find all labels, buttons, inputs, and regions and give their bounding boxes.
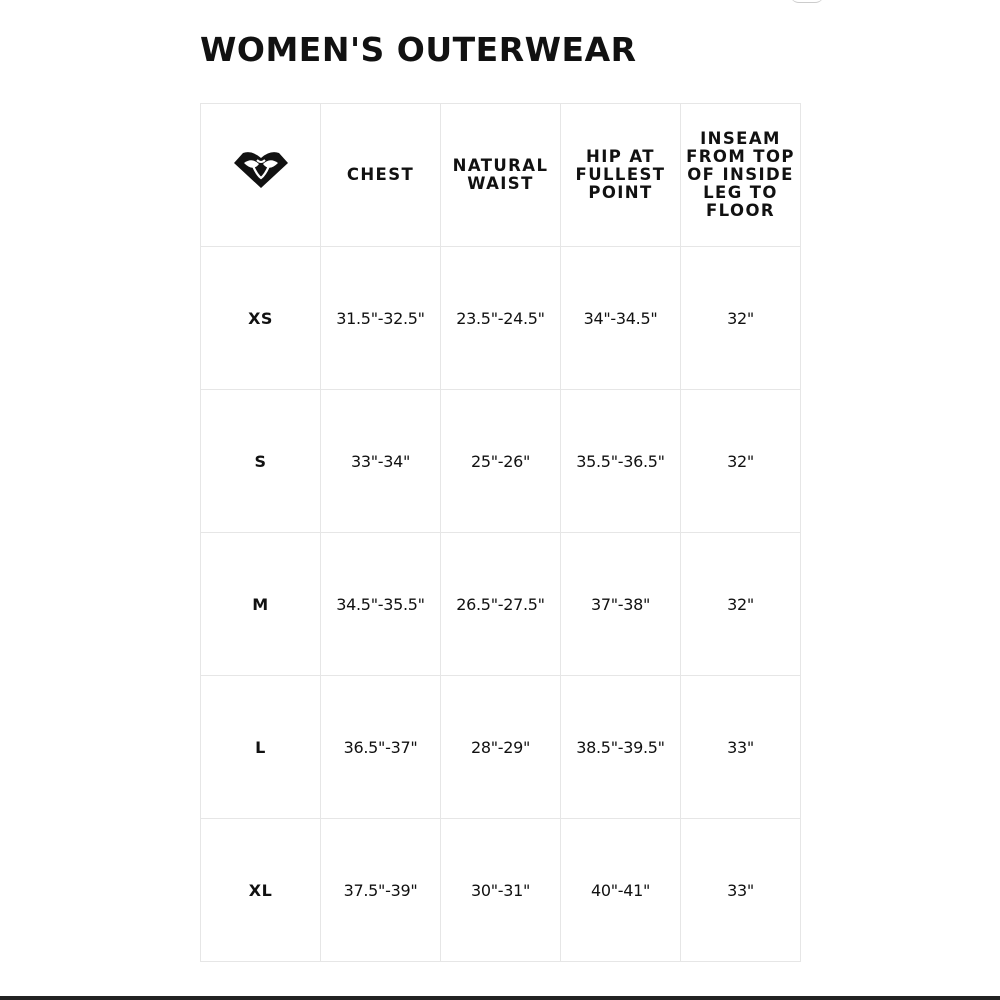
- size-label: L: [201, 676, 321, 819]
- table-row: [201, 533, 801, 676]
- inseam-value: 32": [681, 247, 801, 390]
- chest-value: 36.5"-37": [321, 676, 441, 819]
- hip-value: 40"-41": [561, 819, 681, 962]
- header-chest: CHEST: [321, 104, 441, 247]
- inseam-value: 33": [681, 676, 801, 819]
- roxy-heart-logo-icon: [231, 149, 291, 193]
- size-label: XS: [201, 247, 321, 390]
- table-row: [201, 247, 801, 390]
- header-natural-waist: NATURAL WAIST: [441, 104, 561, 247]
- hip-value: 35.5"-36.5": [561, 390, 681, 533]
- size-label: XL: [201, 819, 321, 962]
- table-row: [201, 676, 801, 819]
- waist-value: 28"-29": [441, 676, 561, 819]
- chest-value: 34.5"-35.5": [321, 533, 441, 676]
- chest-value: 37.5"-39": [321, 819, 441, 962]
- logo-header-cell: [201, 104, 321, 247]
- inseam-value: 32": [681, 390, 801, 533]
- top-edge-mark: [790, 0, 824, 3]
- size-label: M: [201, 533, 321, 676]
- hip-value: 37"-38": [561, 533, 681, 676]
- header-row: [201, 104, 801, 247]
- page-title: WOMEN'S OUTERWEAR: [200, 30, 637, 69]
- table-header: [201, 104, 801, 247]
- waist-value: 30"-31": [441, 819, 561, 962]
- waist-value: 26.5"-27.5": [441, 533, 561, 676]
- chest-value: 31.5"-32.5": [321, 247, 441, 390]
- chest-value: 33"-34": [321, 390, 441, 533]
- size-chart-table: [200, 103, 801, 962]
- hip-value: 38.5"-39.5": [561, 676, 681, 819]
- table-body: [201, 247, 801, 962]
- table-row: [201, 390, 801, 533]
- header-hip: HIP AT FULLEST POINT: [561, 104, 681, 247]
- bottom-divider: [0, 996, 1000, 1000]
- header-inseam: INSEAM FROM TOP OF INSIDE LEG TO FLOOR: [681, 104, 801, 247]
- inseam-value: 33": [681, 819, 801, 962]
- table-row: [201, 819, 801, 962]
- waist-value: 25"-26": [441, 390, 561, 533]
- waist-value: 23.5"-24.5": [441, 247, 561, 390]
- inseam-value: 32": [681, 533, 801, 676]
- hip-value: 34"-34.5": [561, 247, 681, 390]
- size-label: S: [201, 390, 321, 533]
